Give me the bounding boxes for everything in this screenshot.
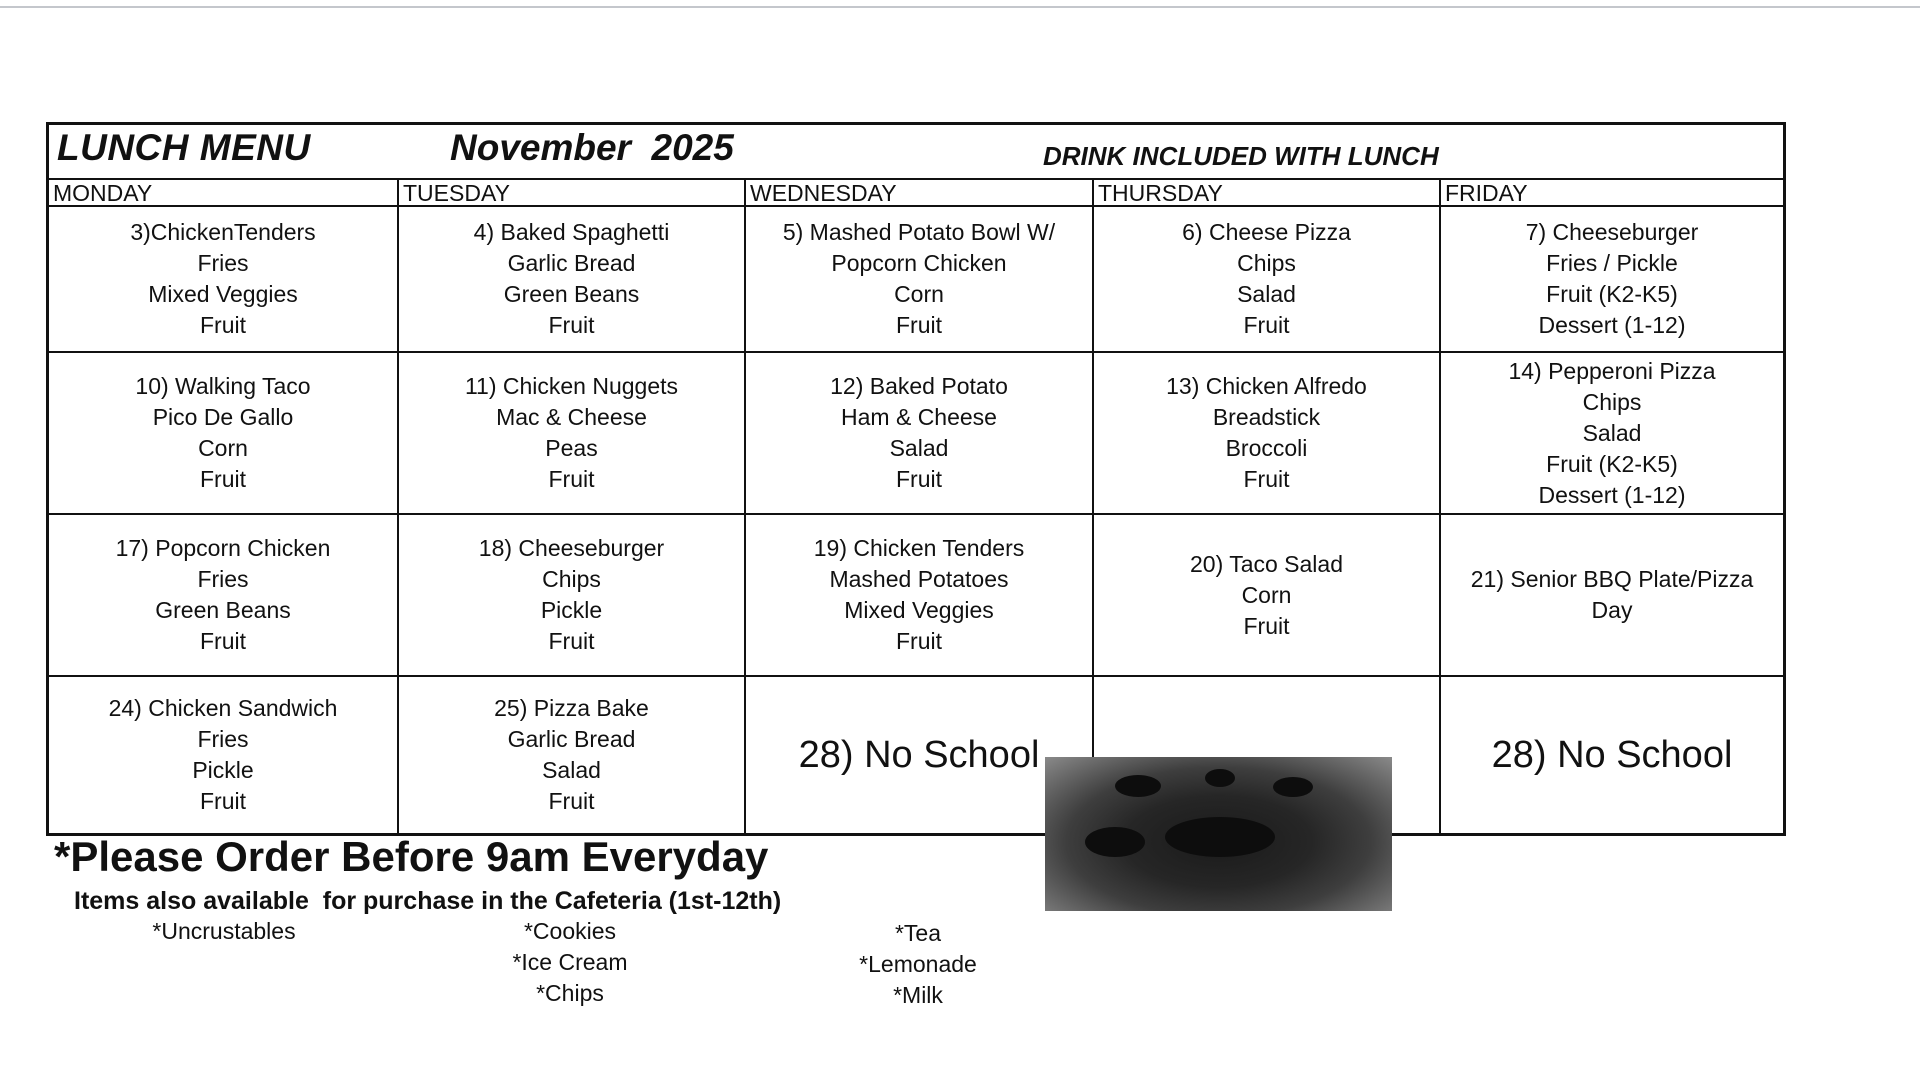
menu-entry-side: Salad: [1582, 419, 1642, 446]
extras-column-1: [144, 916, 304, 947]
menu-entry-side: Pickle: [540, 597, 603, 623]
menu-month: November 2025: [450, 127, 734, 168]
menu-entry-side: Fruit: [896, 312, 942, 338]
menu-cell-week1-tuesday: [399, 207, 746, 353]
menu-cell-week4-tuesday: [399, 677, 746, 833]
menu-entry-main: 4) Baked Spaghetti: [473, 219, 670, 245]
menu-entry-side: Pickle: [192, 757, 254, 783]
menu-title: LUNCH MENU: [57, 127, 311, 168]
menu-entry-side: Salad: [1237, 281, 1296, 307]
menu-entry-side: Fruit: [200, 312, 246, 338]
menu-entry-side: Dessert (1-12): [1538, 312, 1686, 338]
menu-cell-week1-monday: [49, 207, 399, 353]
menu-entry-side: Fruit: [548, 312, 595, 338]
extra-item: *Ice Cream: [512, 949, 628, 975]
menu-entry-main: 3)ChickenTenders: [130, 219, 316, 245]
menu-cell-week3-monday: [49, 515, 399, 677]
menu-entry-side: Fries / Pickle: [1546, 250, 1678, 276]
ink-smudge: [1045, 757, 1392, 911]
menu-entry-side: Chips: [1582, 388, 1642, 415]
menu-cell-week2-tuesday: [399, 353, 746, 515]
menu-cell-week4-monday: [49, 677, 399, 833]
menu-entry-side: Fries: [197, 250, 249, 276]
order-deadline-note: *Please Order Before 9am Everyday: [54, 833, 769, 880]
menu-cell-week4-friday: [1441, 677, 1783, 833]
menu-entry-side: Corn: [1241, 581, 1292, 608]
menu-entry-main: 12) Baked Potato: [830, 373, 1008, 399]
menu-entry-side: Breadstick: [1212, 404, 1321, 430]
extras-column-3: [838, 918, 998, 1011]
extra-item: *Cookies: [523, 918, 617, 944]
menu-entry-side: Fruit: [1243, 466, 1290, 492]
lunch-menu-table: [46, 122, 1786, 836]
menu-entry-main: 17) Popcorn Chicken: [115, 535, 331, 561]
extras-column-2: [490, 916, 650, 1009]
menu-entry-main: 24) Chicken Sandwich: [108, 695, 338, 721]
menu-entry-side: Fruit: [896, 628, 942, 654]
menu-entry-side: Mixed Veggies: [844, 597, 994, 623]
menu-entry-side: Garlic Bread: [507, 726, 636, 752]
menu-entry-main: 21) Senior BBQ Plate/Pizza Day: [1470, 566, 1754, 623]
menu-entry-side: Garlic Bread: [507, 250, 636, 276]
menu-entry-side: Broccoli: [1225, 435, 1308, 461]
menu-cell-week3-thursday: [1094, 515, 1441, 677]
cafeteria-extras-title: Items also available for purchase in the Cafeteria (1st-12th): [74, 887, 782, 915]
menu-entry-side: Fruit: [1243, 312, 1290, 338]
menu-entry-side: Corn: [894, 281, 944, 307]
extra-item: *Uncrustables: [152, 918, 296, 944]
menu-entry-side: Corn: [198, 435, 248, 461]
menu-entry-side: Fruit: [200, 788, 246, 814]
menu-entry-main: 19) Chicken Tenders: [813, 535, 1025, 561]
menu-entry-main: 10) Walking Taco: [135, 373, 311, 399]
menu-entry-side: Fruit: [548, 788, 595, 814]
menu-entry-main: 18) Cheeseburger: [478, 535, 665, 561]
menu-cell-week3-friday: [1441, 515, 1783, 677]
menu-entry-side: Fries: [197, 566, 249, 592]
menu-cell-week3-wednesday: [746, 515, 1094, 677]
menu-entry-side: Fruit (K2-K5): [1546, 450, 1678, 477]
menu-entry-main: 20) Taco Salad: [1189, 550, 1343, 577]
day-label-wednesday: WEDNESDAY: [746, 180, 1094, 205]
menu-entry-side: Dessert (1-12): [1538, 481, 1686, 508]
menu-entry-side: Mashed Potatoes: [829, 566, 1009, 592]
weekday-header-row: [49, 180, 1783, 207]
menu-cell-week2-monday: [49, 353, 399, 515]
menu-entry-side: Ham & Cheese: [841, 404, 997, 430]
menu-entry-side: Peas: [545, 435, 598, 461]
menu-entry-side: Salad: [542, 757, 601, 783]
menu-entry-side: Fruit (K2-K5): [1546, 281, 1678, 307]
menu-entry-side: Fruit: [200, 466, 246, 492]
menu-entry-side: Fruit: [200, 628, 246, 654]
menu-entry-main: 14) Pepperoni Pizza: [1508, 357, 1716, 384]
menu-entry-main: 13) Chicken Alfredo: [1166, 373, 1367, 399]
menu-entry-side: Green Beans: [503, 281, 640, 307]
day-label-monday: MONDAY: [49, 180, 399, 205]
menu-entry-side: Green Beans: [155, 597, 291, 623]
menu-entry-main: 25) Pizza Bake: [494, 695, 649, 721]
day-label-thursday: THURSDAY: [1094, 180, 1441, 205]
menu-entry-side: Fruit: [548, 466, 595, 492]
menu-cell-week1-friday: [1441, 207, 1783, 353]
menu-entry-side: Pico De Gallo: [152, 404, 294, 430]
menu-entry-side: Chips: [542, 566, 601, 592]
menu-cell-week2-thursday: [1094, 353, 1441, 515]
menu-entry-side: Chips: [1237, 250, 1296, 276]
drink-note: DRINK INCLUDED WITH LUNCH: [1043, 141, 1439, 171]
menu-header: [49, 125, 1783, 180]
menu-entry-main: 6) Cheese Pizza: [1182, 219, 1351, 245]
menu-cell-week1-wednesday: [746, 207, 1094, 353]
menu-cell-week2-wednesday: [746, 353, 1094, 515]
menu-entry-side: Mixed Veggies: [148, 281, 298, 307]
menu-entry-side: Fruit: [548, 628, 595, 654]
extra-item: *Lemonade: [859, 951, 977, 977]
menu-cell-week3-tuesday: [399, 515, 746, 677]
extra-item: *Milk: [893, 982, 943, 1008]
extra-item: *Tea: [894, 920, 942, 946]
menu-cell-week4-wednesday: [746, 677, 1094, 833]
menu-entry-main: 11) Chicken Nuggets: [464, 373, 679, 399]
menu-entry-main: 28) No School: [1491, 734, 1733, 776]
menu-entry-side: Fruit: [1243, 612, 1290, 639]
menu-entry-main: 28) No School: [798, 734, 1040, 776]
menu-entry-main: 7) Cheeseburger: [1525, 219, 1699, 245]
menu-cell-week1-thursday: [1094, 207, 1441, 353]
day-label-tuesday: TUESDAY: [399, 180, 746, 205]
menu-entry-side: Salad: [889, 435, 949, 461]
menu-grid: [49, 207, 1783, 833]
day-label-friday: FRIDAY: [1445, 180, 1528, 206]
menu-entry-main: 5) Mashed Potato Bowl W/: [782, 219, 1056, 245]
menu-entry-side: Fruit: [896, 466, 942, 492]
menu-cell-week2-friday: [1441, 353, 1783, 515]
menu-entry-side: Mac & Cheese: [496, 404, 647, 430]
menu-entry-side: Popcorn Chicken: [831, 250, 1007, 276]
scan-edge-line: [0, 6, 1920, 8]
extra-item: *Chips: [536, 980, 604, 1006]
menu-entry-side: Fries: [197, 726, 249, 752]
